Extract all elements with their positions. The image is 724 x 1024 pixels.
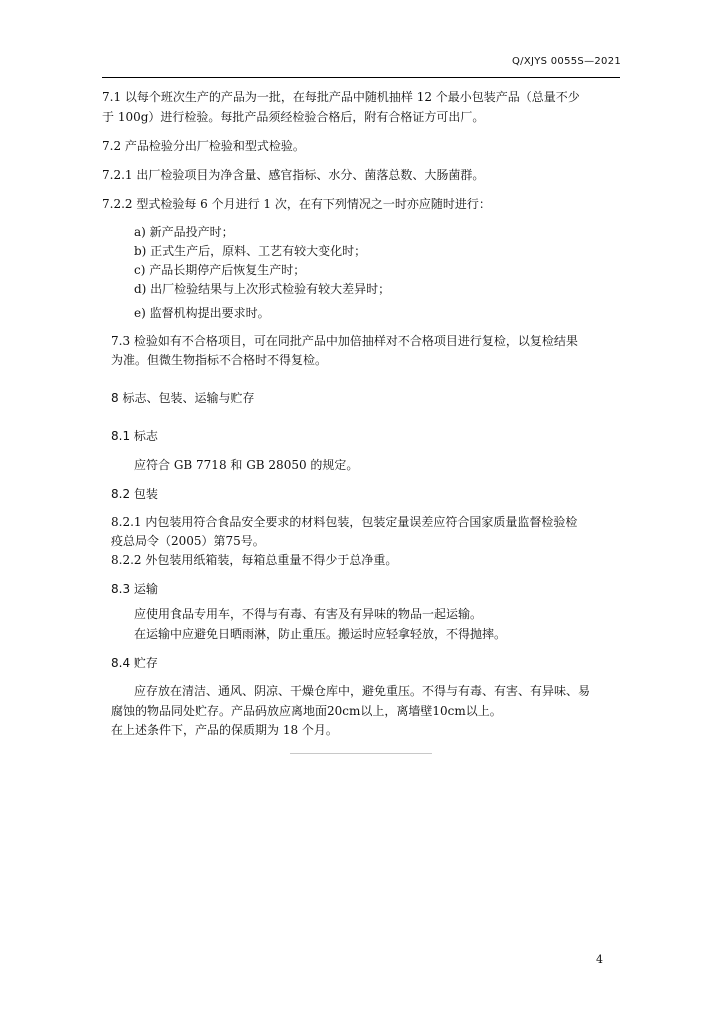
- clause-7-2-1: 7.2.1 出厂检验项目为净含量、感官指标、水分、菌落总数、大肠菌群。: [102, 168, 485, 182]
- clause-8-2-1-line2: 疫总局令（2005）第75号。: [111, 534, 265, 548]
- clause-7-2-2: 7.2.2 型式检验每 6 个月进行 1 次，在有下列情况之一时亦应随时进行：: [102, 197, 491, 211]
- clause-8-3-line1: 应使用食品专用车，不得与有毒、有害及有异味的物品一起运输。: [134, 607, 483, 621]
- clause-8-4-line3: 在上述条件下，产品的保质期为 18 个月。: [111, 723, 338, 737]
- list-item-e: e) 监督机构提出要求时。: [134, 306, 270, 320]
- clause-8-2-1-line1: 8.2.1 内包装用符合食品安全要求的材料包装，包装定量误差应符合国家质量监督检验检: [111, 515, 578, 529]
- clause-8-4-heading: 8.4 贮存: [111, 656, 158, 670]
- clause-7-1-line2: 于 100g）进行检验。每批产品须经检验合格后，附有合格证方可出厂。: [102, 110, 485, 124]
- page-number: 4: [596, 953, 603, 966]
- clause-8-4-line1: 应存放在清洁、通风、阴凉、干燥仓库中，避免重压。不得与有毒、有害、有异味、易: [134, 684, 591, 698]
- list-item-a: a) 新产品投产时；: [134, 225, 234, 239]
- clause-7-3-line2: 为准。但微生物指标不合格时不得复检。: [111, 353, 328, 367]
- clause-8-2-2: 8.2.2 外包装用纸箱装，每箱总重量不得少于总净重。: [111, 553, 398, 567]
- list-item-d: d) 出厂检验结果与上次形式检验有较大差异时；: [134, 282, 391, 296]
- clause-8-1-heading: 8.1 标志: [111, 429, 158, 443]
- document-code: Q/XJYS 0055S—2021: [512, 56, 622, 67]
- list-item-b: b) 正式生产后，原料、工艺有较大变化时；: [134, 244, 367, 258]
- clause-8-3-line2: 在运输中应避免日晒雨淋，防止重压。搬运时应轻拿轻放，不得抛摔。: [134, 627, 507, 641]
- clause-7-2: 7.2 产品检验分出厂检验和型式检验。: [102, 139, 305, 153]
- clause-8-1-text: 应符合 GB 7718 和 GB 28050 的规定。: [134, 458, 359, 472]
- clause-7-3-line1: 7.3 检验如有不合格项目，可在同批产品中加倍抽样对不合格项目进行复检，以复检结果: [111, 334, 578, 348]
- header-rule: [102, 77, 620, 78]
- section-8-heading: 8 标志、包装、运输与贮存: [111, 391, 255, 405]
- clause-8-3-heading: 8.3 运输: [111, 582, 158, 596]
- end-rule: [290, 753, 432, 754]
- clause-8-4-line2: 腐蚀的物品同处贮存。产品码放应离地面20cm以上，离墙壁10cm以上。: [111, 704, 502, 718]
- clause-7-1-line1: 7.1 以每个班次生产的产品为一批，在每批产品中随机抽样 12 个最小包装产品（总量不少: [102, 90, 580, 104]
- list-item-c: c) 产品长期停产后恢复生产时；: [134, 263, 306, 277]
- clause-8-2-heading: 8.2 包装: [111, 487, 158, 501]
